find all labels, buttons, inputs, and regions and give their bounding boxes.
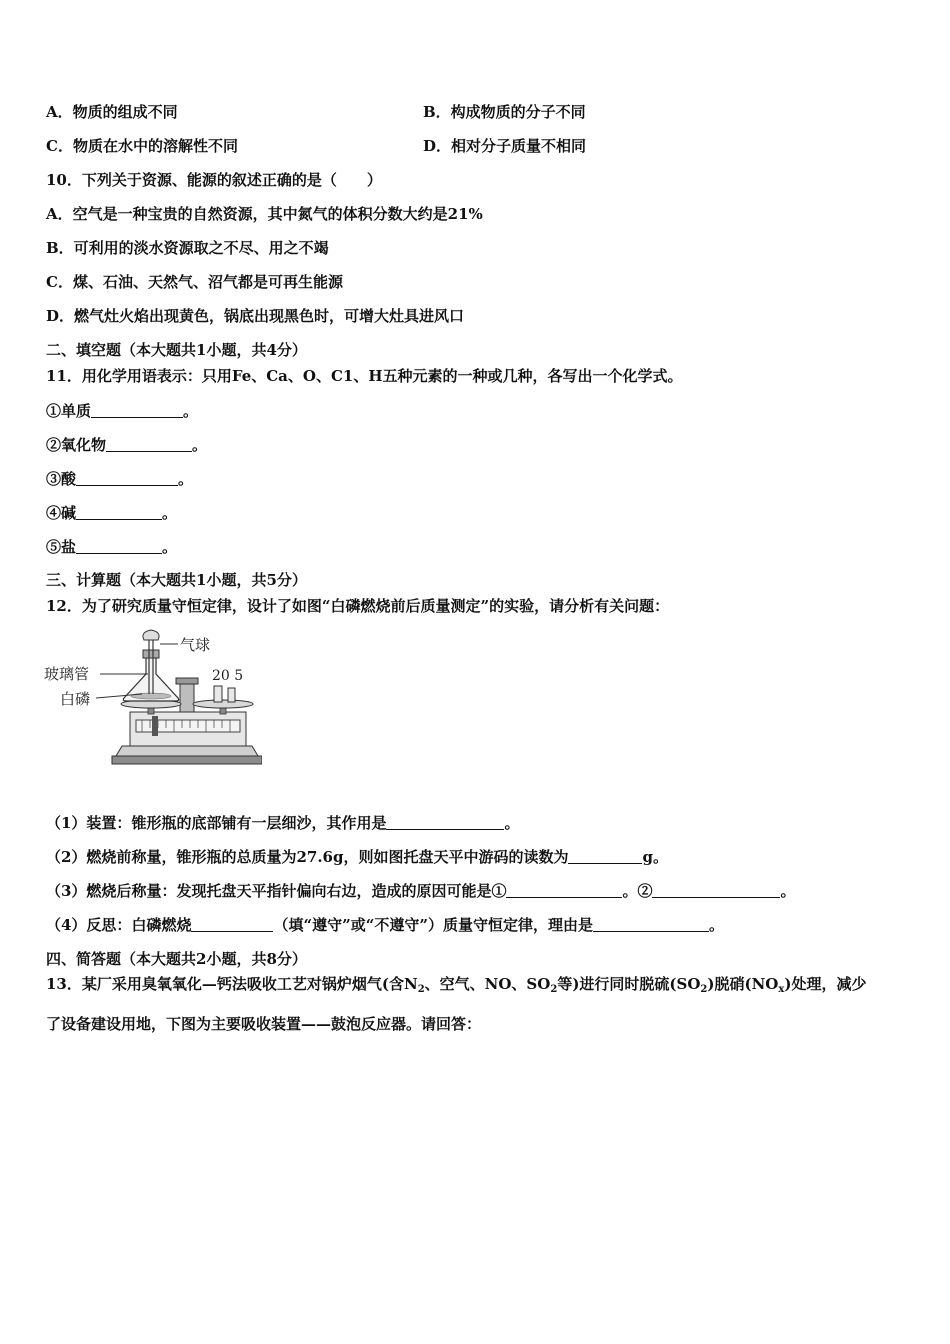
q11-item-1: ①单质 。 bbox=[46, 402, 199, 420]
weight-label: 20 5 bbox=[212, 668, 244, 684]
q9-row-ab bbox=[46, 102, 586, 122]
label-glass-tube: 玻璃管 bbox=[44, 665, 90, 683]
section4-heading: 四、简答题（本大题共2小题，共8分） bbox=[46, 950, 307, 968]
label-balloon: 气球 bbox=[180, 636, 211, 654]
answer-blank[interactable] bbox=[593, 917, 709, 932]
q11-item-2: ②氧化物 。 bbox=[46, 436, 208, 454]
balance-flask-figure bbox=[44, 628, 262, 770]
q12-part-4: （4）反思：白磷燃烧 （填“遵守”或“不遵守”）质量守恒定律，理由是 。 bbox=[46, 916, 724, 934]
answer-blank[interactable] bbox=[652, 883, 780, 898]
answer-blank[interactable] bbox=[568, 849, 642, 864]
answer-blank[interactable] bbox=[191, 917, 273, 932]
answer-blank[interactable] bbox=[91, 403, 183, 418]
q10-stem: 10．下列关于资源、能源的叙述正确的是（ ） bbox=[46, 171, 382, 189]
answer-blank[interactable] bbox=[76, 471, 178, 486]
q9-option-c: C．物质在水中的溶解性不同 bbox=[46, 137, 238, 155]
q10-option-b: B．可利用的淡水资源取之不尽、用之不竭 bbox=[46, 239, 329, 257]
section2-heading: 二、填空题（本大题共1小题，共4分） bbox=[46, 341, 307, 359]
label-white-phosphorus: 白磷 bbox=[60, 690, 91, 708]
q10-option-c: C．煤、石油、天然气、沼气都是可再生能源 bbox=[46, 273, 343, 291]
q11-item-4: ④碱 。 bbox=[46, 504, 178, 522]
q13-stem-line2: 了设备建设用地，下图为主要吸收装置——鼓泡反应器。请回答： bbox=[46, 1015, 482, 1033]
q12-stem: 12．为了研究质量守恒定律，设计了如图“白磷燃烧前后质量测定”的实验，请分析有关问题： bbox=[46, 597, 670, 615]
q10-option-a: A．空气是一种宝贵的自然资源，其中氮气的体积分数大约是21% bbox=[46, 205, 483, 223]
answer-blank[interactable] bbox=[76, 539, 162, 554]
answer-blank[interactable] bbox=[76, 505, 162, 520]
answer-blank[interactable] bbox=[106, 437, 192, 452]
q12-part-2: （2）燃烧前称量，锥形瓶的总质量为27.6g，则如图托盘天平中游码的读数为 g。 bbox=[46, 848, 668, 866]
q13-stem-line1: 13．某厂采用臭氧氧化—钙法吸收工艺对锅炉烟气(含$N_2$、空气、NO、$SO_2$等)进行同时脱硫$(SO_2)$脱硝$(NO_x)$处理，减少 bbox=[46, 975, 867, 995]
q11-item-5: ⑤盐 。 bbox=[46, 538, 178, 556]
q9-option-a: A．物质的组成不同 bbox=[46, 103, 178, 121]
q12-part-1: （1）装置：锥形瓶的底部铺有一层细沙，其作用是 。 bbox=[46, 814, 520, 832]
q10-option-d: D．燃气灶火焰出现黄色，锅底出现黑色时，可增大灶具进风口 bbox=[46, 307, 465, 325]
q12-part-3: （3）燃烧后称量：发现托盘天平指针偏向右边，造成的原因可能是① 。② 。 bbox=[46, 882, 796, 900]
answer-blank[interactable] bbox=[506, 883, 622, 898]
q9-option-d: D．相对分子质量不相同 bbox=[423, 137, 587, 155]
q11-stem: 11．用化学用语表示：只用Fe、Ca、O、C1、H五种元素的一种或几种，各写出一个化学式。 bbox=[46, 367, 683, 385]
q9-row-cd bbox=[46, 136, 587, 156]
answer-blank[interactable] bbox=[386, 815, 504, 830]
q11-item-3: ③酸 。 bbox=[46, 470, 194, 488]
q9-option-b: B．构成物质的分子不同 bbox=[423, 103, 586, 121]
section3-heading: 三、计算题（本大题共1小题，共5分） bbox=[46, 571, 307, 589]
